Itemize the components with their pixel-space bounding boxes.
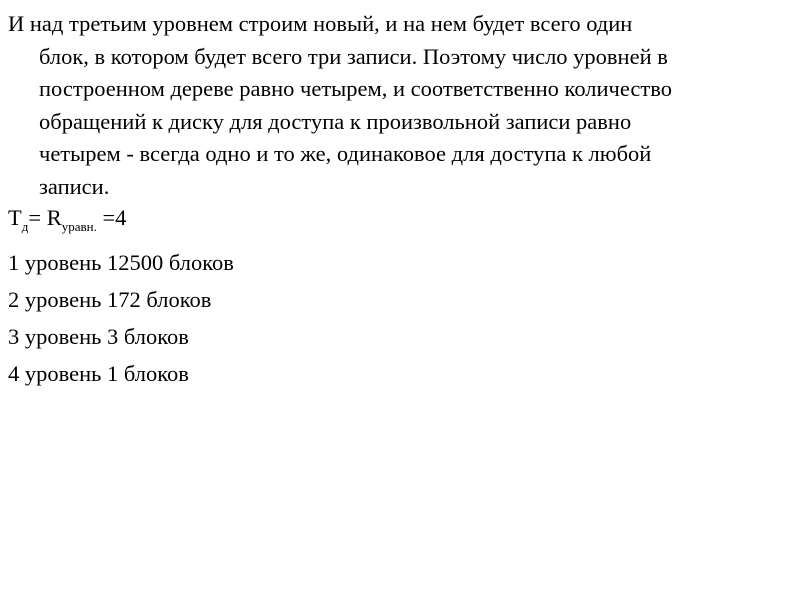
paragraph-line: четырем - всегда одно и то же, одинаковое для доступа к любой — [39, 141, 652, 166]
formula-r-subscript: уравн. — [61, 219, 97, 234]
level-item: 4 уровень 1 блоков — [8, 361, 189, 386]
formula-t-symbol: T — [8, 205, 22, 230]
level-item: 3 уровень 3 блоков — [8, 324, 189, 349]
formula-t-subscript: д — [21, 219, 29, 234]
access-count-formula — [8, 202, 126, 234]
level-item: 2 уровень 172 блоков — [8, 287, 212, 312]
paragraph-line: И над третьим уровнем строим новый, и на нем будет всего один — [8, 11, 633, 36]
levels-list — [8, 247, 234, 395]
description-paragraph — [8, 8, 794, 203]
paragraph-line: обращений к диску для доступа к произвольной записи равно — [39, 108, 632, 134]
level-item: 1 уровень 12500 блоков — [8, 250, 234, 275]
formula-result: =4 — [96, 205, 127, 230]
paragraph-line: записи. — [39, 173, 110, 199]
paragraph-line: построенном дереве равно четырем, и соответственно количество — [39, 76, 672, 101]
formula-equals-r: = R — [28, 205, 62, 230]
paragraph-line: блок, в котором будет всего три записи. Поэтому число уровней в — [39, 43, 668, 69]
